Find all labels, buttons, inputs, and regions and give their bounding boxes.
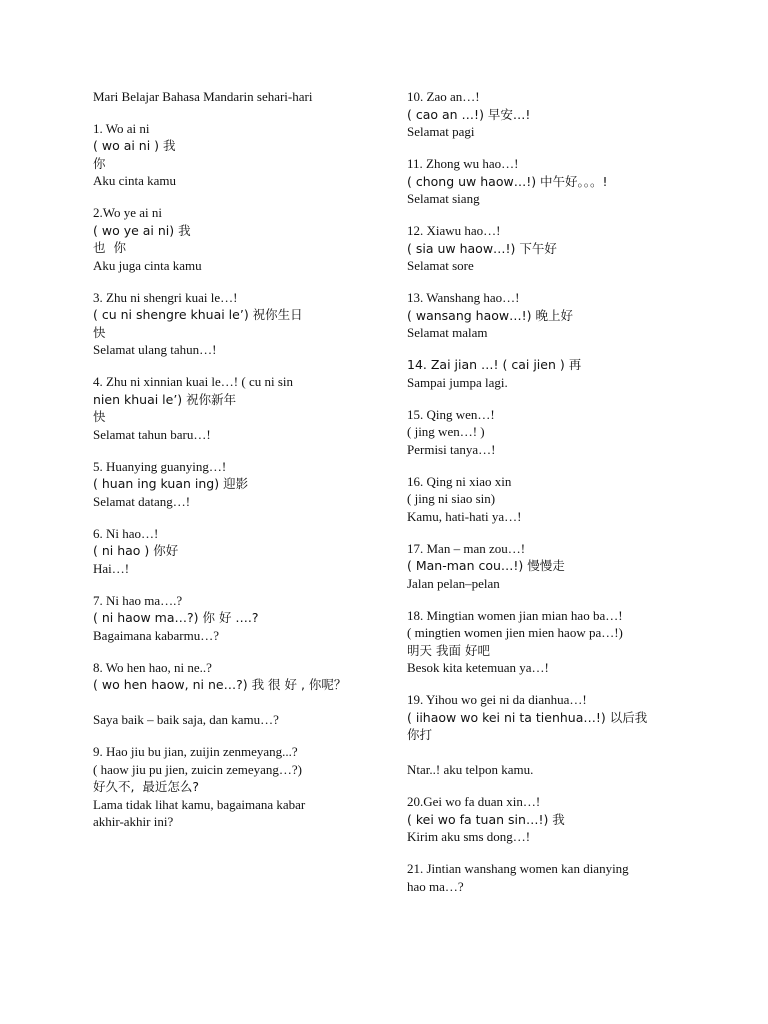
- right-column: [407, 88, 707, 910]
- phrase-line: 12. Xiawu hao…!: [407, 223, 501, 238]
- phrase-line: 19. Yihou wo gei ni da dianhua…!: [407, 692, 587, 707]
- phrase-entry: [407, 356, 707, 391]
- phrase-line: ( Man-man cou…!) 慢慢走: [407, 558, 565, 573]
- phrase-line: 15. Qing wen…!: [407, 406, 495, 422]
- phrase-line: 快: [93, 324, 106, 340]
- phrase-line: Selamat siang: [407, 191, 480, 206]
- phrase-line: ( wo ai ni ) 我: [93, 138, 180, 153]
- phrase-line: 1. Wo ai ni: [93, 120, 150, 136]
- phrase-line: 快: [93, 409, 106, 424]
- phrase-line: 20.Gei wo fa duan xin…!: [407, 794, 541, 809]
- phrase-entry: [407, 793, 707, 846]
- phrase-line: ( sia uw haow…!) 下午好: [407, 240, 557, 256]
- phrase-line: ( haow jiu pu jien, zuicin zemeyang…?): [93, 761, 303, 777]
- phrase-line: 21. Jintian wanshang women kan dianying: [407, 861, 629, 876]
- phrase-line: ( ni hao ) 你好: [93, 543, 179, 558]
- phrase-line: Selamat datang…!: [93, 493, 191, 509]
- phrase-entry: [93, 120, 383, 190]
- phrase-line: ( jing ni siao sin): [407, 491, 496, 506]
- phrase-line: 11. Zhong wu hao…!: [407, 156, 519, 171]
- phrase-line: Aku cinta kamu: [93, 173, 177, 188]
- phrase-line: Selamat pagi: [407, 124, 475, 139]
- phrase-entry: [93, 373, 383, 443]
- phrase-entry: [407, 222, 707, 275]
- phrase-entry: [407, 860, 707, 895]
- phrase-line: 6. Ni hao…!: [93, 525, 159, 541]
- phrase-line: 好久不, 最近怎么?: [93, 779, 200, 794]
- phrase-line: 你: [93, 155, 106, 171]
- phrase-line: [93, 694, 383, 712]
- phrase-line: Selamat malam: [407, 325, 488, 340]
- phrase-entry: [407, 155, 707, 208]
- phrase-entry: [407, 289, 707, 342]
- phrase-line: ( cu ni shengre khuai le’) 祝你生日: [93, 307, 303, 322]
- phrase-line: ( iihaow wo kei ni ta tienhua…!) 以后我: [407, 709, 648, 725]
- left-column: [93, 88, 383, 845]
- phrase-line: 7. Ni hao ma….?: [93, 592, 183, 608]
- phrase-line: Selamat ulang tahun…!: [93, 342, 217, 357]
- phrase-line: 17. Man – man zou…!: [407, 540, 526, 556]
- phrase-line: 18. Mingtian women jian mian hao ba…!: [407, 607, 623, 623]
- phrase-line: ( wo ye ai ni) 我: [93, 222, 191, 238]
- phrase-entry: [93, 525, 383, 578]
- phrase-entry: [93, 592, 383, 645]
- phrase-line: Selamat tahun baru…!: [93, 426, 211, 442]
- phrase-line: 8. Wo hen hao, ni ne..?: [93, 659, 212, 675]
- phrase-line: Aku juga cinta kamu: [93, 257, 202, 273]
- phrase-line: Jalan pelan–pelan: [407, 575, 500, 591]
- phrase-line: 也 你: [93, 240, 126, 255]
- phrase-entry: [407, 691, 707, 779]
- phrase-line: 3. Zhu ni shengri kuai le…!: [93, 289, 238, 305]
- document-title: Mari Belajar Bahasa Mandarin sehari-hari: [93, 89, 313, 104]
- phrase-line: Selamat sore: [407, 258, 474, 273]
- phrase-line: Ntar..! aku telpon kamu.: [407, 762, 534, 777]
- phrase-line: Sampai jumpa lagi.: [407, 374, 508, 390]
- phrase-line: Permisi tanya…!: [407, 441, 496, 457]
- phrase-line: ( kei wo fa tuan sin…!) 我: [407, 811, 565, 827]
- phrase-line: 2.Wo ye ai ni: [93, 205, 162, 220]
- phrase-line: Bagaimana kabarmu…?: [93, 627, 219, 643]
- phrase-entry: [93, 659, 383, 729]
- phrase-entry: [407, 607, 707, 677]
- phrase-entry: [407, 540, 707, 593]
- phrase-line: 16. Qing ni xiao xin: [407, 473, 512, 489]
- phrase-line: 4. Zhu ni xinnian kuai le…! ( cu ni sin: [93, 374, 294, 389]
- phrase-line: 13. Wanshang hao…!: [407, 290, 520, 305]
- phrase-line: Lama tidak lihat kamu, bagaimana kabar: [93, 796, 306, 812]
- phrase-line: 14. Zai jian …! ( cai jien ) 再: [407, 357, 582, 372]
- phrase-line: ( ni haow ma…?) 你 好 ….?: [93, 610, 259, 625]
- phrase-entry: [407, 88, 707, 141]
- phrase-line: akhir-akhir ini?: [93, 814, 174, 829]
- phrase-line: Kamu, hati-hati ya…!: [407, 508, 522, 524]
- right-entry-list: [407, 88, 707, 895]
- phrase-line: Saya baik – baik saja, dan kamu…?: [93, 712, 279, 727]
- phrase-line: ( cao an …!) 早安…!: [407, 106, 531, 122]
- phrase-entry: [93, 458, 383, 511]
- phrase-entry: [93, 204, 383, 274]
- phrase-line: hao ma…?: [407, 878, 464, 894]
- phrase-line: ( jing wen…! ): [407, 424, 488, 439]
- phrase-line: Besok kita ketemuan ya…!: [407, 660, 549, 675]
- phrase-line: ( wansang haow…!) 晚上好: [407, 307, 573, 323]
- left-entry-list: [93, 120, 383, 831]
- phrase-line: 你打: [407, 727, 433, 742]
- phrase-line: Kirim aku sms dong…!: [407, 829, 531, 844]
- phrase-line: 9. Hao jiu bu jian, zuijin zenmeyang...?: [93, 744, 298, 759]
- phrase-entry: [93, 743, 383, 831]
- phrase-line: 5. Huanying guanying…!: [93, 458, 227, 474]
- phrase-line: ( wo hen haow, ni ne…?) 我 很 好 , 你呢？: [93, 677, 347, 692]
- phrase-line: Hai…!: [93, 560, 130, 576]
- phrase-line: ( huan ing kuan ing) 迎影: [93, 476, 249, 491]
- phrase-line: [407, 744, 707, 762]
- phrase-entry: [407, 473, 707, 526]
- phrase-line: nien khuai le’) 祝你新年: [93, 391, 237, 407]
- phrase-line: ( chong uw haow…!) 中午好。。。!: [407, 173, 608, 189]
- phrase-line: 明天 我面 好吧: [407, 642, 490, 658]
- phrase-entry: [407, 406, 707, 459]
- phrase-line: 10. Zao an…!: [407, 89, 480, 104]
- phrase-entry: [93, 289, 383, 359]
- phrase-line: ( mingtien women jien mien haow pa…!): [407, 625, 623, 640]
